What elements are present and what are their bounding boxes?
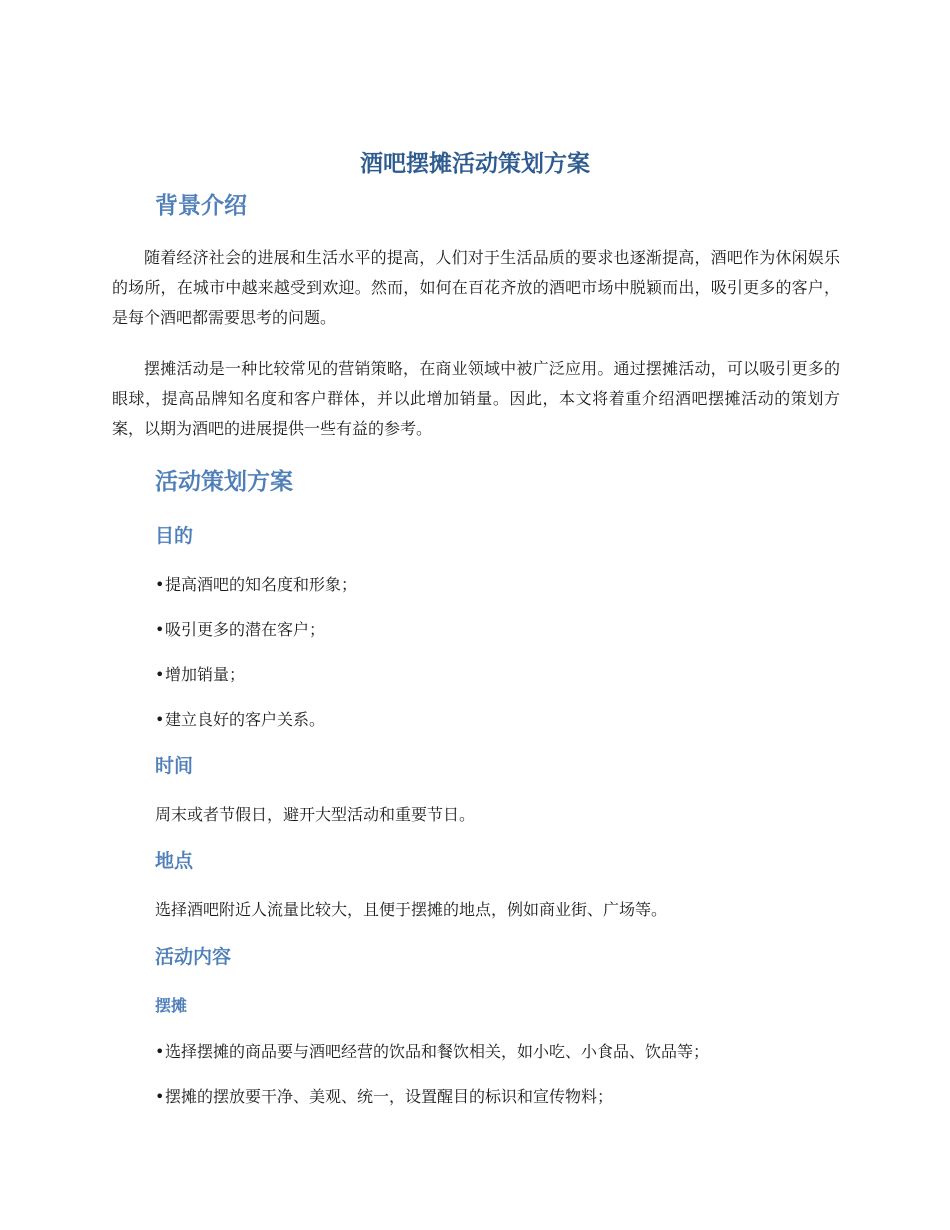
bullet-icon: • [155,620,165,639]
goal-list-item [155,707,855,733]
place-text: 选择酒吧附近人流量比较大，且便于摆摊的地点，例如商业街、广场等。 [155,900,668,919]
goal-item-text: 吸引更多的潜在客户； [165,620,326,639]
goal-item-text: 建立良好的客户关系。 [165,710,326,729]
subheading-content: 活动内容 [155,946,232,968]
document-title: 酒吧摆摊活动策划方案 [360,151,590,177]
bullet-icon: • [155,710,165,729]
goal-list-item [155,662,855,688]
bullet-icon: • [155,1087,165,1106]
stall-item-text: 摆摊的摆放要干净、美观、统一，设置醒目的标识和宣传物料； [165,1087,614,1106]
subheading-stall: 摆摊 [155,996,188,1015]
time-text: 周末或者节假日，避开大型活动和重要节日。 [155,805,476,824]
background-paragraph-1: 随着经济社会的进展和生活水平的提高，人们对于生活品质的要求也逐渐提高，酒吧作为休闲娱乐的场所，在城市中越来越受到欢迎。然而，如何在百花齐放的酒吧市场中脱颖而出，吸引更多的客户，是每个酒吧都需要思考的问题。 [112,248,840,327]
background-paragraph-2: 摆摊活动是一种比较常见的营销策略，在商业领域中被广泛应用。通过摆摊活动，可以吸引更多的眼球，提高品牌知名度和客户群体，并以此增加销量。因此，本文将着重介绍酒吧摆摊活动的策划方案，以期为酒吧的进展提供一些有益的参考。 [112,359,840,438]
goal-list-item [155,617,855,643]
section-heading-plan: 活动策划方案 [155,469,293,495]
subheading-place: 地点 [155,850,194,872]
section-heading-background: 背景介绍 [155,193,247,219]
goal-item-text: 提高酒吧的知名度和形象； [165,575,358,594]
goal-list-item [155,572,855,598]
stall-item-text: 选择摆摊的商品要与酒吧经营的饮品和餐饮相关，如小吃、小食品、饮品等； [165,1042,710,1061]
subheading-time: 时间 [155,755,194,777]
bullet-icon: • [155,1042,165,1061]
subheading-goal: 目的 [155,525,194,547]
bullet-icon: • [155,665,165,684]
stall-list-item [155,1039,855,1065]
goal-item-text: 增加销量； [165,665,246,684]
stall-list-item [155,1084,855,1110]
bullet-icon: • [155,575,165,594]
